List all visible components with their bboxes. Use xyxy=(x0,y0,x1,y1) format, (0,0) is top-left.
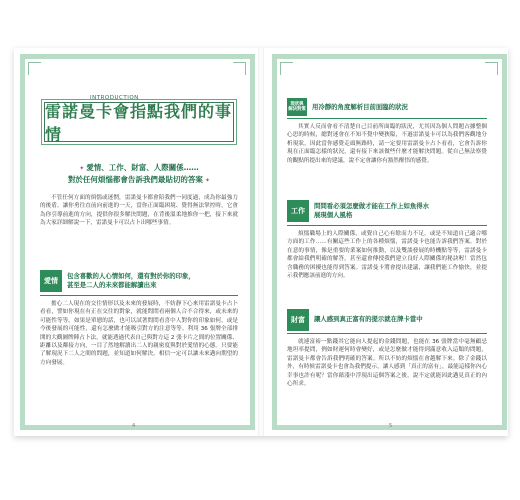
divider xyxy=(40,295,238,296)
love-heading-line-1: 包含喜歡的人心情如何，還有對於你的印象， xyxy=(67,272,195,280)
wealth-paragraph: 就連富裕一點錢其它能向人提起的金錢問題，也能在 36 張牌當中毫無顧忌地坦率提問，例如財運何時會變好，或是怎麼做才能得到滿意收入這類的問題，雷諾曼卡都會告訴我們明確的答案。所以不妨的煩惱在會越解下來。除了金錢以外，有時候雷諾曼卡也會為我們提示，讓人感到「真正的富有」，最能這樣你內心幸事也許有呢？當你藉淺中浮現出這個答案之後，說不定就能因此邁見真正的內心所求。 xyxy=(287,339,487,388)
corner-ornament xyxy=(280,62,293,75)
corner-ornament xyxy=(28,62,41,75)
section-work-heading xyxy=(287,200,487,222)
divider xyxy=(287,333,487,334)
subtitle-line-2: 對於任何煩惱都會告訴我們最貼切的答案 xyxy=(67,175,203,184)
subtitle-line-1: 愛情、工作、財富、人際關係…… xyxy=(86,163,199,172)
work-paragraph: 煩惱職場上的人際關係，或覺自己心有餘而力不足，或是不知道自己適合哪方面的工作……有關這些工作上的各種煩惱，雷諾曼卡也能告訴我們答案。對於在意的事情，像是重要的業案如何推動，以及雙談發展的時機點等等，雷諾曼卡都會給我們明確的解答，甚至還會傳授我們建立良好人際關係的秘訣喔！當然包含職務的困擾也能得到答案。雷諾曼卡將會提出建議，讓我們能工作愉快，並提示我們應該前進的方向。 xyxy=(287,231,487,280)
love-heading-line-2: 甚至是二人的未來都能解讀出來 xyxy=(67,280,157,289)
page-title: 雷諾曼卡會指點我們的事情 xyxy=(45,102,233,144)
wealth-badge: 財富 xyxy=(287,309,309,331)
section-love-heading xyxy=(40,270,240,292)
left-page xyxy=(14,48,261,436)
intro-paragraph: 不管任何方面的煩惱或迷惘，雷諾曼卡都會陪我們一同度過，成為你最強力的後盾。讓你勇往直前向前進的一天，當你正面臨困境、覺得無法掌控時，它會為你引導前進的方向，提供你很多解決問題，在背後溫柔地推你一把，接下來就為大家詳細解說一下，雷諾曼卡可以占卜出哪些事情。 xyxy=(40,195,238,227)
issue-badge: 現狀與 解決對策 xyxy=(287,98,307,116)
work-heading-line-1: 問問看必須怎麼做才能在工作上如魚得水 xyxy=(314,202,430,210)
work-heading-text xyxy=(314,200,429,219)
work-badge: 工作 xyxy=(287,200,309,222)
right-page xyxy=(261,48,508,436)
page-number: 4 xyxy=(132,423,136,429)
sparkle-icon: ✦ xyxy=(79,165,87,172)
issue-heading-text: 用冷靜的角度解析目前面臨的狀況 xyxy=(312,103,408,111)
wealth-heading-text: 讓人感到真正富有的提示就在牌卡當中 xyxy=(314,315,423,323)
work-heading-line-2: 展現個人風格 xyxy=(314,210,353,219)
intro-label: INTRODUCTION xyxy=(86,95,143,101)
issue-paragraph: 其實人反而會看不清楚自己目前所面臨的狀況，尤其因為個人問題占據整個心思的時候，總對迷會在不知不覺中變狹隘，不過雷諾曼卡可以為我們客觀地分析現狀，因此當你感覺走頭無路時，請一定要用雷諾曼卡占卜看看，它會告訴你現在正面臨怎樣的狀況，還有接下來該做些什麼才能解決問題。從自己無法察覺的觀點所提出來的建議，說不定會讓你有豁然醒悟的感覺。 xyxy=(287,124,487,164)
sparkle-icon: ✦ xyxy=(202,177,211,184)
corner-ornament xyxy=(485,62,498,75)
title-box xyxy=(44,102,234,142)
love-paragraph: 擔心二人現在的交往情形以及未來的發展時，不妨靜下心來用雷諾曼卡占卜看看，譬如你現在有正在交往的對象，就能問問看兩個人合不合得來，或未來的可能性等等。如果是單戀的話，也可以試著問問看喜中人對你的印象如何，或是今後發展的可能性，還有怎麼做才能吸引對方的注意等等。利用 36 張牌全部排開的大觀圖牌陣占卜法，就能透過代表自己與對方這 2 張卡片之間的位置關係、距離以及鄰接方向，一目了然地解讀出二人的親密度與對於愛情的心態。只要能了解現況下二人之間的問題，並知道如何解決，相信一定可以讓未來邁向期望的方向發展。 xyxy=(40,301,238,366)
corner-ornament xyxy=(233,62,246,75)
love-badge: 愛情 xyxy=(40,270,62,292)
open-book xyxy=(14,48,508,436)
love-heading-text xyxy=(67,270,195,289)
divider xyxy=(287,225,487,226)
section-issue-heading xyxy=(287,98,487,116)
page-number: 5 xyxy=(389,423,393,429)
divider xyxy=(287,118,487,119)
section-wealth-heading xyxy=(287,309,487,331)
subtitle xyxy=(34,162,244,186)
